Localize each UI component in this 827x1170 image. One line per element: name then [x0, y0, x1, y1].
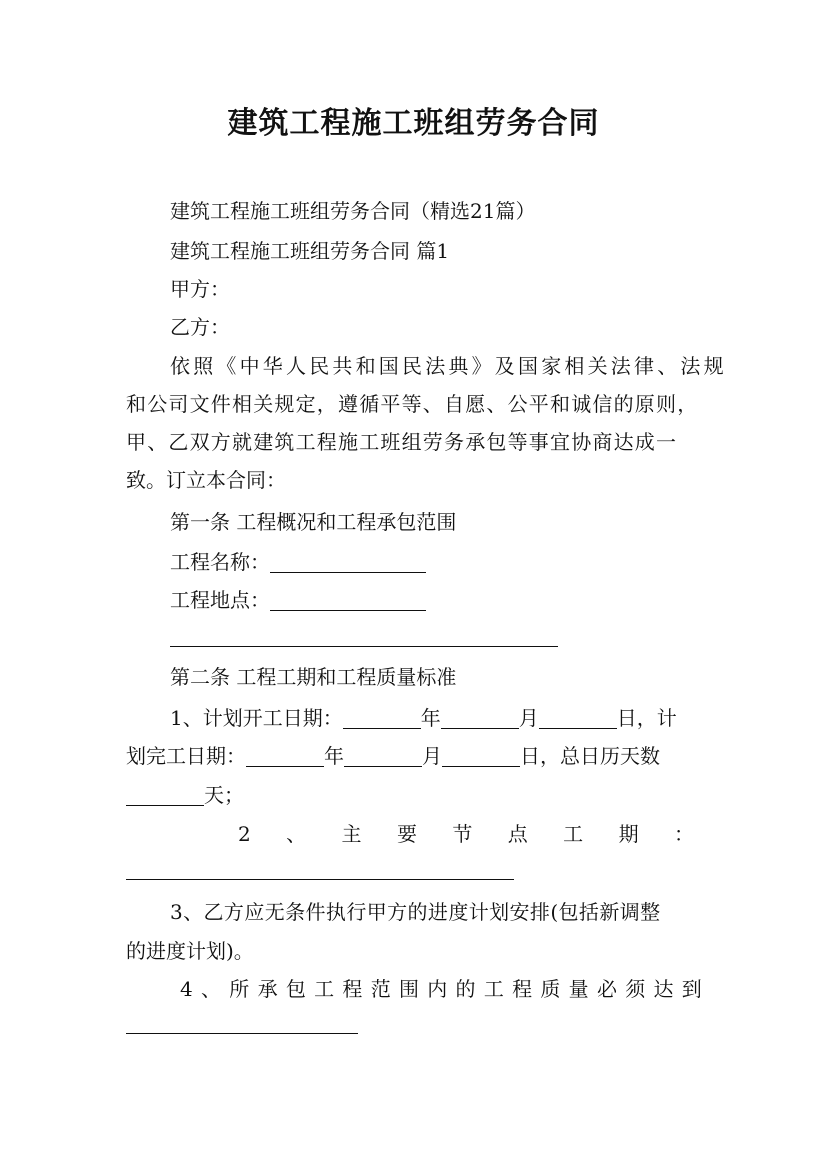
preamble-text: 依照《中华人民共和国民法典》及国家相关法律、法规: [170, 354, 727, 378]
article-1-heading: 第一条 工程概况和工程承包范围: [170, 510, 457, 534]
end-day-blank: [442, 740, 520, 767]
milestone-char: 工: [563, 822, 584, 846]
quality-char: 所: [229, 977, 250, 1001]
preamble-line-4: 致。订立本合同：: [126, 468, 286, 492]
project-location-blank: [270, 584, 426, 611]
article-2-heading: 第二条 工程工期和工程质量标准: [170, 665, 457, 689]
milestone-char: 期: [618, 822, 639, 846]
milestone-char: 主: [341, 822, 362, 846]
preamble-line-2: 和公司文件相关规定，遵循平等、自愿、公平和诚信的原则，: [126, 392, 699, 416]
project-location-row: [170, 581, 702, 619]
quality-char: 工: [314, 977, 335, 1001]
quality-char: 围: [398, 977, 419, 1001]
quality-char: 的: [455, 977, 476, 1001]
end-date-label: 划完工日期：: [126, 744, 246, 768]
start-date-row: [170, 699, 702, 737]
end-month-blank: [344, 740, 422, 767]
start-date-label: 1、计划开工日期：: [170, 706, 343, 730]
start-day-label: 日，计: [616, 706, 677, 730]
milestone-char: 、: [286, 822, 307, 846]
milestone-char: 节: [452, 822, 473, 846]
total-days-label: 天；: [204, 783, 244, 807]
section-heading: 建筑工程施工班组劳务合同 篇1: [170, 239, 450, 263]
preamble-line-3: 甲、乙双方就建筑工程施工班组劳务承包等事宜协商达成一: [126, 430, 678, 454]
location-continuation-blank: [170, 646, 558, 647]
quality-char: 质: [540, 977, 561, 1001]
schedule-clause-line-1: 3、乙方应无条件执行甲方的进度计划安排(包括新调整: [170, 900, 661, 924]
start-month-blank: [441, 702, 519, 729]
milestone-char: ：: [673, 822, 694, 846]
milestone-char: 2: [238, 822, 251, 846]
quality-char: 内: [427, 977, 448, 1001]
total-days-blank: [126, 779, 204, 806]
project-location-label: 工程地点：: [170, 588, 270, 612]
quality-standard-blank: [126, 1033, 358, 1034]
quality-char: 包: [285, 977, 306, 1001]
start-day-blank: [539, 702, 617, 729]
project-name-blank: [270, 546, 426, 573]
quality-char: 程: [342, 977, 363, 1001]
end-date-row: [126, 737, 702, 775]
start-year-blank: [343, 702, 421, 729]
start-month-label: 月: [518, 706, 539, 730]
project-name-row: [170, 543, 702, 581]
quality-char: 达: [653, 977, 674, 1001]
quality-char: 承: [257, 977, 278, 1001]
quality-char: 到: [681, 977, 702, 1001]
milestone-char: 点: [507, 822, 528, 846]
total-days-row: [126, 776, 702, 814]
quality-char: 工: [483, 977, 504, 1001]
document-subtitle: 建筑工程施工班组劳务合同（精选21篇）: [170, 199, 536, 223]
quality-char: 、: [201, 977, 222, 1001]
quality-char: 4: [180, 977, 193, 1001]
milestone-row: [238, 815, 694, 853]
quality-char: 量: [568, 977, 589, 1001]
quality-char: 范: [370, 977, 391, 1001]
end-year-blank: [246, 740, 324, 767]
project-name-label: 工程名称：: [170, 550, 270, 574]
milestone-blank: [126, 879, 514, 880]
quality-char: 须: [625, 977, 646, 1001]
party-b-label: 乙方：: [170, 315, 230, 339]
quality-char: 程: [512, 977, 533, 1001]
end-day-label: 日，总日历天数: [520, 744, 660, 768]
party-a-label: 甲方：: [170, 277, 230, 301]
start-year-label: 年: [420, 706, 441, 730]
end-year-label: 年: [324, 744, 344, 768]
quality-char: 必: [596, 977, 617, 1001]
end-month-label: 月: [422, 744, 442, 768]
milestone-char: 要: [396, 822, 417, 846]
quality-row: [180, 970, 702, 1008]
document-title: 建筑工程施工班组劳务合同: [227, 106, 600, 141]
preamble-line-1: [170, 347, 727, 385]
schedule-clause-line-2: 的进度计划)。: [126, 939, 254, 963]
